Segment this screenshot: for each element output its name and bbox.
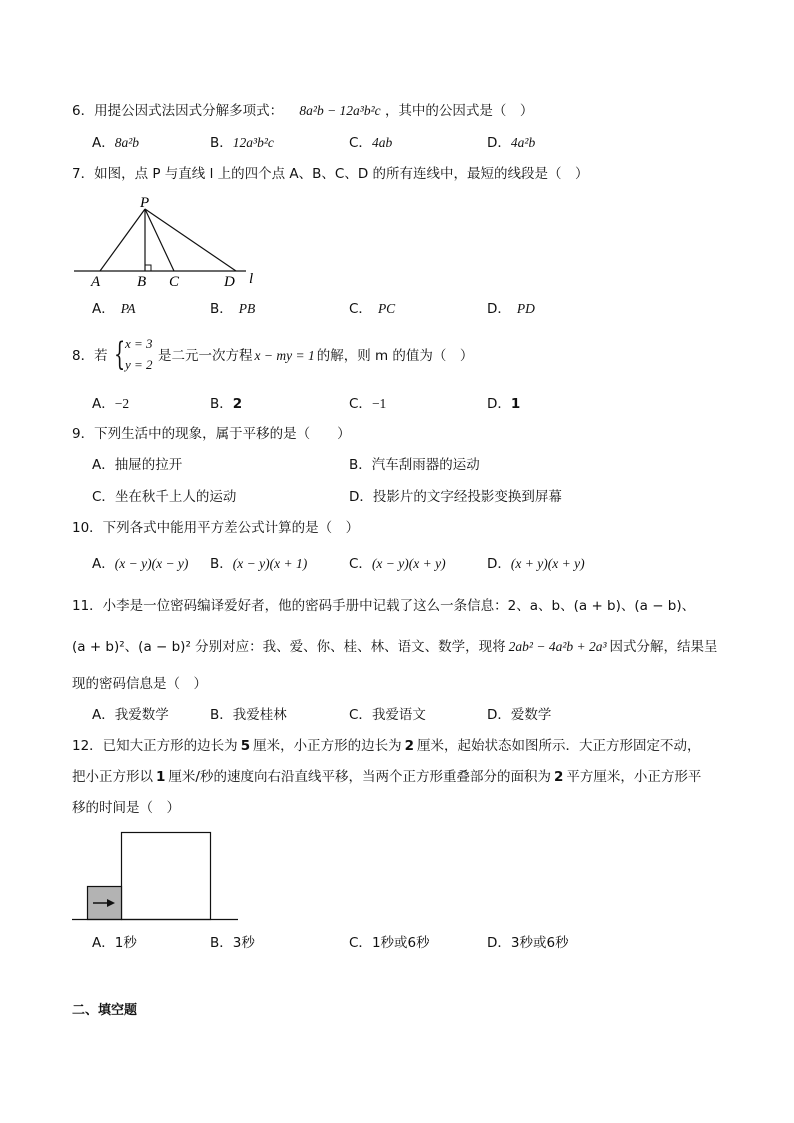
q7-stem: 7．如图，点 P 与直线 l 上的四个点 A、B、C、D 的所有连线中，最短的线段是（ ）: [72, 166, 589, 182]
q8-option-d: D．1: [487, 396, 521, 412]
q12-option-d: D．3秒或6秒: [487, 935, 569, 951]
segment-pa: [100, 209, 145, 271]
q9-stem: 9．下列生活中的现象，属于平移的是（ ）: [72, 426, 351, 442]
label-a: A: [91, 274, 101, 290]
q11-line1: 11．小李是一位密码编译爱好者，他的密码手册中记载了这么一条信息：2、a、b、(a + b)、(a − b)、: [72, 598, 696, 614]
q7-option-c: C． PC: [349, 301, 396, 317]
q12-line3: 移的时间是（ ）: [72, 800, 180, 816]
q9-option-d: D．投影片的文字经投影变换到屏幕: [349, 489, 562, 505]
q9-option-b: B．汽车刮雨器的运动: [349, 457, 480, 473]
q12-line1: 12．已知大正方形的边长为 5 厘米，小正方形的边长为 2 厘米，起始状态如图所示．大正方形固定不动，: [72, 738, 701, 754]
q6-stem-suffix: ，其中的公因式是（ ）: [384, 103, 534, 119]
q11-option-c: C．我爱语文: [349, 707, 426, 723]
q9-option-c: C．坐在秋千上人的运动: [92, 489, 237, 505]
label-b: B: [137, 274, 147, 290]
right-angle-mark: [145, 265, 151, 271]
q11-option-d: D．爱数学: [487, 707, 552, 723]
q11-expression: 2ab² − 4a²b + 2a³: [508, 639, 607, 654]
q12-option-a: A．1秒: [92, 935, 137, 951]
q10-option-a: A．(x − y)(x − y): [92, 556, 189, 572]
q6-option-a: A．8a²b: [92, 135, 140, 151]
q6-expression: 8a²b − 12a³b²c: [299, 103, 381, 118]
q11-option-b: B．我爱桂林: [210, 707, 287, 723]
q8-option-c: C．−1: [349, 396, 387, 412]
label-d: D: [224, 274, 235, 290]
q11-option-a: A．我爱数学: [92, 707, 169, 723]
q7-option-a: A． PA: [92, 301, 136, 317]
q8-prefix: 8．若: [72, 348, 108, 364]
q9-option-a: A．抽屉的拉开: [92, 457, 183, 473]
q6-option-d: D．4a²b: [487, 135, 536, 151]
q11-line2: (a + b)²、(a − b)² 分别对应：我、爱、你、桂、林、语文、数学，现将 2ab² − 4a²b + 2a³ 因式分解，结果呈: [72, 639, 718, 655]
label-l: l: [249, 271, 254, 287]
q7-option-d: D． PD: [487, 301, 535, 317]
q12-line2: 把小正方形以 1 厘米/秒的速度向右沿直线平移，当两个正方形重叠部分的面积为 2 平方厘米，小正方形平: [72, 769, 702, 785]
q6-stem: [72, 101, 533, 121]
q8-option-a: A．−2: [92, 396, 130, 412]
label-p: P: [140, 195, 150, 211]
q11-line3: 现的密码信息是（ ）: [72, 676, 207, 692]
q12-figure: [70, 828, 242, 926]
label-c: C: [169, 274, 180, 290]
q8-brace: {: [114, 335, 126, 373]
section-title: 二、填空题: [72, 1003, 138, 1018]
q8-stem: 是二元一次方程 x − my = 1 的解，则 m 的值为（ ）: [158, 348, 474, 364]
q10-option-d: D．(x + y)(x + y): [487, 556, 585, 572]
q6-option-c: C．4ab: [349, 135, 393, 151]
q8-system-line2: y = 2: [125, 357, 153, 372]
q12-option-b: B．3秒: [210, 935, 255, 951]
q10-option-c: C．(x − y)(x + y): [349, 556, 446, 572]
q10-option-b: B．(x − y)(x + 1): [210, 556, 308, 572]
q7-figure: [70, 192, 270, 292]
q7-option-b: B． PB: [210, 301, 256, 317]
q8-option-b: B．2: [210, 396, 243, 412]
large-square: [122, 833, 211, 920]
q6-option-b: B．12a³b²c: [210, 135, 274, 151]
segment-pd: [145, 209, 236, 271]
q12-option-c: C．1秒或6秒: [349, 935, 430, 951]
q10-stem: 10．下列各式中能用平方差公式计算的是（ ）: [72, 520, 360, 536]
q8-equation: x − my = 1: [254, 348, 315, 363]
q6-stem-prefix: 6．用提公因式法因式分解多项式：: [72, 103, 284, 119]
q8-system-line1: x = 3: [125, 336, 153, 351]
